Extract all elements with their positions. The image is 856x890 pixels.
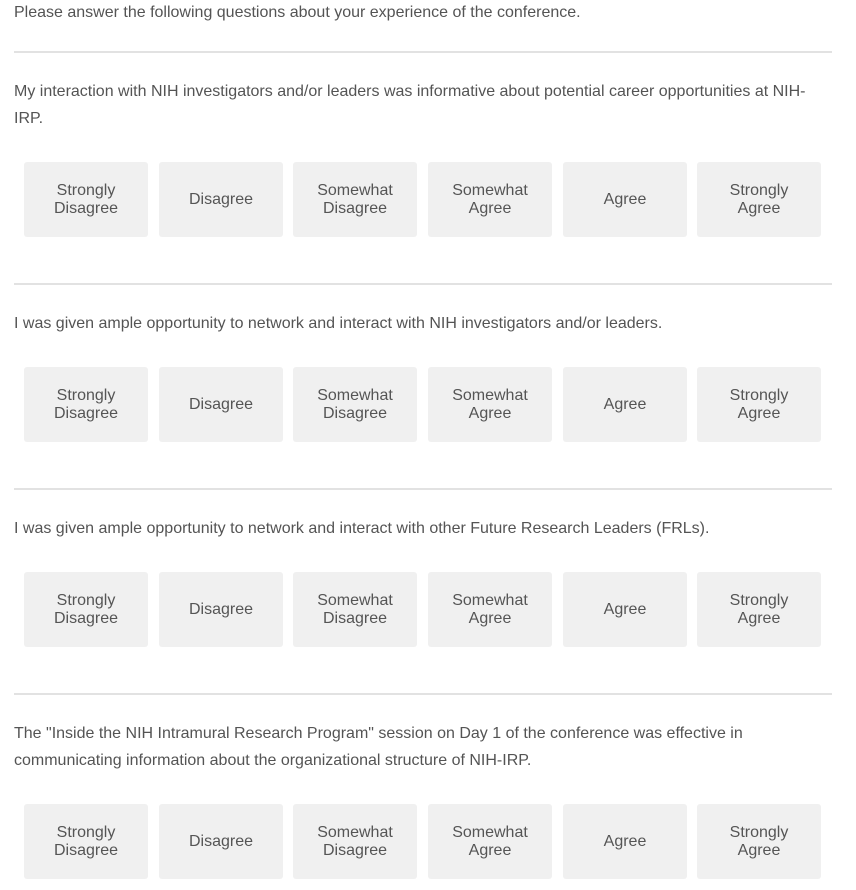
- q1-somewhat-disagree-button[interactable]: Somewhat Disagree: [293, 162, 417, 237]
- q1-somewhat-agree-button[interactable]: Somewhat Agree: [428, 162, 552, 237]
- q2-somewhat-agree-button[interactable]: Somewhat Agree: [428, 367, 552, 442]
- question-4-text: The "Inside the NIH Intramural Research Program" session on Day 1 of the conference was effective in communicating information about the organizational structure of NIH-IRP.: [14, 725, 743, 769]
- q3-disagree-button[interactable]: Disagree: [159, 572, 283, 647]
- question-2-choices: [24, 367, 822, 442]
- divider: [14, 488, 832, 490]
- q3-somewhat-agree-button[interactable]: Somewhat Agree: [428, 572, 552, 647]
- question-3-choices: [24, 572, 822, 647]
- q4-disagree-button[interactable]: Disagree: [159, 804, 283, 879]
- q4-somewhat-agree-button[interactable]: Somewhat Agree: [428, 804, 552, 879]
- q2-agree-button[interactable]: Agree: [563, 367, 687, 442]
- q1-agree-button[interactable]: Agree: [563, 162, 687, 237]
- question-4-choices: [24, 804, 822, 879]
- q2-somewhat-disagree-button[interactable]: Somewhat Disagree: [293, 367, 417, 442]
- q4-somewhat-disagree-button[interactable]: Somewhat Disagree: [293, 804, 417, 879]
- q2-strongly-disagree-button[interactable]: Strongly Disagree: [24, 367, 148, 442]
- question-2-text: I was given ample opportunity to network and interact with NIH investigators and/or leaders.: [14, 315, 663, 332]
- divider: [14, 51, 832, 53]
- q2-disagree-button[interactable]: Disagree: [159, 367, 283, 442]
- survey-intro: Please answer the following questions about your experience of the conference.: [14, 4, 581, 21]
- q3-strongly-disagree-button[interactable]: Strongly Disagree: [24, 572, 148, 647]
- divider: [14, 693, 832, 695]
- q4-strongly-agree-button[interactable]: Strongly Agree: [697, 804, 821, 879]
- question-1-choices: [24, 162, 822, 237]
- q3-somewhat-disagree-button[interactable]: Somewhat Disagree: [293, 572, 417, 647]
- q1-disagree-button[interactable]: Disagree: [159, 162, 283, 237]
- question-3-text: I was given ample opportunity to network and interact with other Future Research Leaders (FRLs).: [14, 520, 710, 537]
- q2-strongly-agree-button[interactable]: Strongly Agree: [697, 367, 821, 442]
- q1-strongly-disagree-button[interactable]: Strongly Disagree: [24, 162, 148, 237]
- q4-strongly-disagree-button[interactable]: Strongly Disagree: [24, 804, 148, 879]
- q3-strongly-agree-button[interactable]: Strongly Agree: [697, 572, 821, 647]
- divider: [14, 283, 832, 285]
- question-1-text: My interaction with NIH investigators and/or leaders was informative about potential career opportunities at NIH-IRP.: [14, 83, 806, 127]
- q3-agree-button[interactable]: Agree: [563, 572, 687, 647]
- q4-agree-button[interactable]: Agree: [563, 804, 687, 879]
- q1-strongly-agree-button[interactable]: Strongly Agree: [697, 162, 821, 237]
